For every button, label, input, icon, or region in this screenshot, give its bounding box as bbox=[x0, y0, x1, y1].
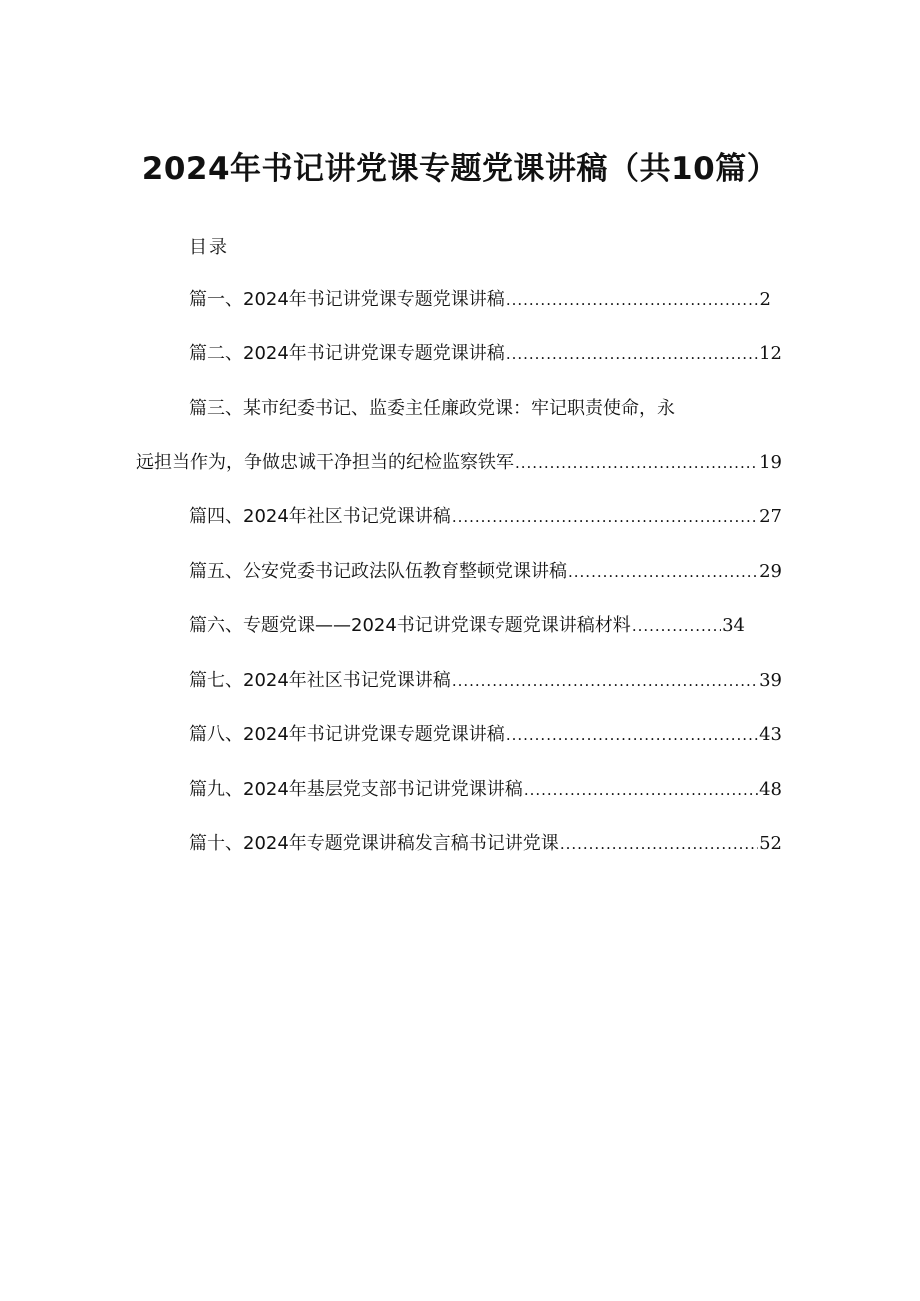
toc-entry-page: 27 bbox=[759, 506, 782, 527]
toc-entry-page: 19 bbox=[759, 452, 782, 473]
toc-entry-title: 篇八、2024年书记讲党课专题党课讲稿 bbox=[189, 724, 505, 745]
toc-entry-title: 篇一、2024年书记讲党课专题党课讲稿 bbox=[189, 289, 505, 310]
toc-entry-10[interactable] bbox=[189, 830, 782, 858]
dot-leader bbox=[632, 612, 721, 640]
toc-entry-title: 篇四、2024年社区书记党课讲稿 bbox=[189, 506, 451, 527]
toc-entry-7[interactable] bbox=[189, 667, 782, 695]
toc-entry-title: 篇二、2024年书记讲党课专题党课讲稿 bbox=[189, 343, 505, 364]
toc-entry-title: 远担当作为，争做忠诚干净担当的纪检监察铁军 bbox=[136, 452, 514, 473]
dot-leader bbox=[506, 721, 758, 749]
dot-leader bbox=[506, 286, 759, 314]
toc-entry-8[interactable] bbox=[189, 721, 782, 749]
document-title: 2024年书记讲党课专题党课讲稿（共10篇） bbox=[141, 151, 779, 187]
toc-heading: 目录 bbox=[189, 237, 229, 258]
toc-entry-2[interactable] bbox=[189, 340, 782, 368]
toc-entry-page: 52 bbox=[759, 833, 782, 854]
toc-entry-title: 篇十、2024年专题党课讲稿发言稿书记讲党课 bbox=[189, 833, 559, 854]
toc-entry-page: 12 bbox=[759, 343, 782, 364]
dot-leader bbox=[568, 558, 758, 586]
toc-entry-page: 2 bbox=[759, 289, 771, 310]
dot-leader bbox=[506, 340, 758, 368]
toc-entry-6[interactable] bbox=[189, 612, 745, 640]
toc-entry-title: 篇七、2024年社区书记党课讲稿 bbox=[189, 670, 451, 691]
toc-entry-title: 篇六、专题党课——2024书记讲党课专题党课讲稿材料 bbox=[189, 615, 631, 636]
toc-entry-3[interactable] bbox=[136, 449, 782, 477]
toc-entry-title: 篇九、2024年基层党支部书记讲党课讲稿 bbox=[189, 779, 523, 800]
toc-entry-page: 34 bbox=[722, 615, 745, 636]
toc-entry-page: 48 bbox=[759, 779, 782, 800]
toc-entry-9[interactable] bbox=[189, 776, 782, 804]
toc-entry-page: 43 bbox=[759, 724, 782, 745]
toc-entry-4[interactable] bbox=[189, 503, 782, 531]
dot-leader bbox=[515, 449, 758, 477]
dot-leader bbox=[452, 667, 758, 695]
dot-leader bbox=[452, 503, 758, 531]
dot-leader bbox=[560, 830, 758, 858]
toc-entry-page: 39 bbox=[759, 670, 782, 691]
toc-entry-3-line1[interactable]: 篇三、某市纪委书记、监委主任廉政党课：牢记职责使命，永 bbox=[189, 398, 675, 419]
dot-leader bbox=[524, 776, 758, 804]
toc-entry-5[interactable] bbox=[189, 558, 782, 586]
toc-entry-page: 29 bbox=[759, 561, 782, 582]
toc-entry-1[interactable] bbox=[189, 286, 771, 314]
toc-entry-title: 篇五、公安党委书记政法队伍教育整顿党课讲稿 bbox=[189, 561, 567, 582]
